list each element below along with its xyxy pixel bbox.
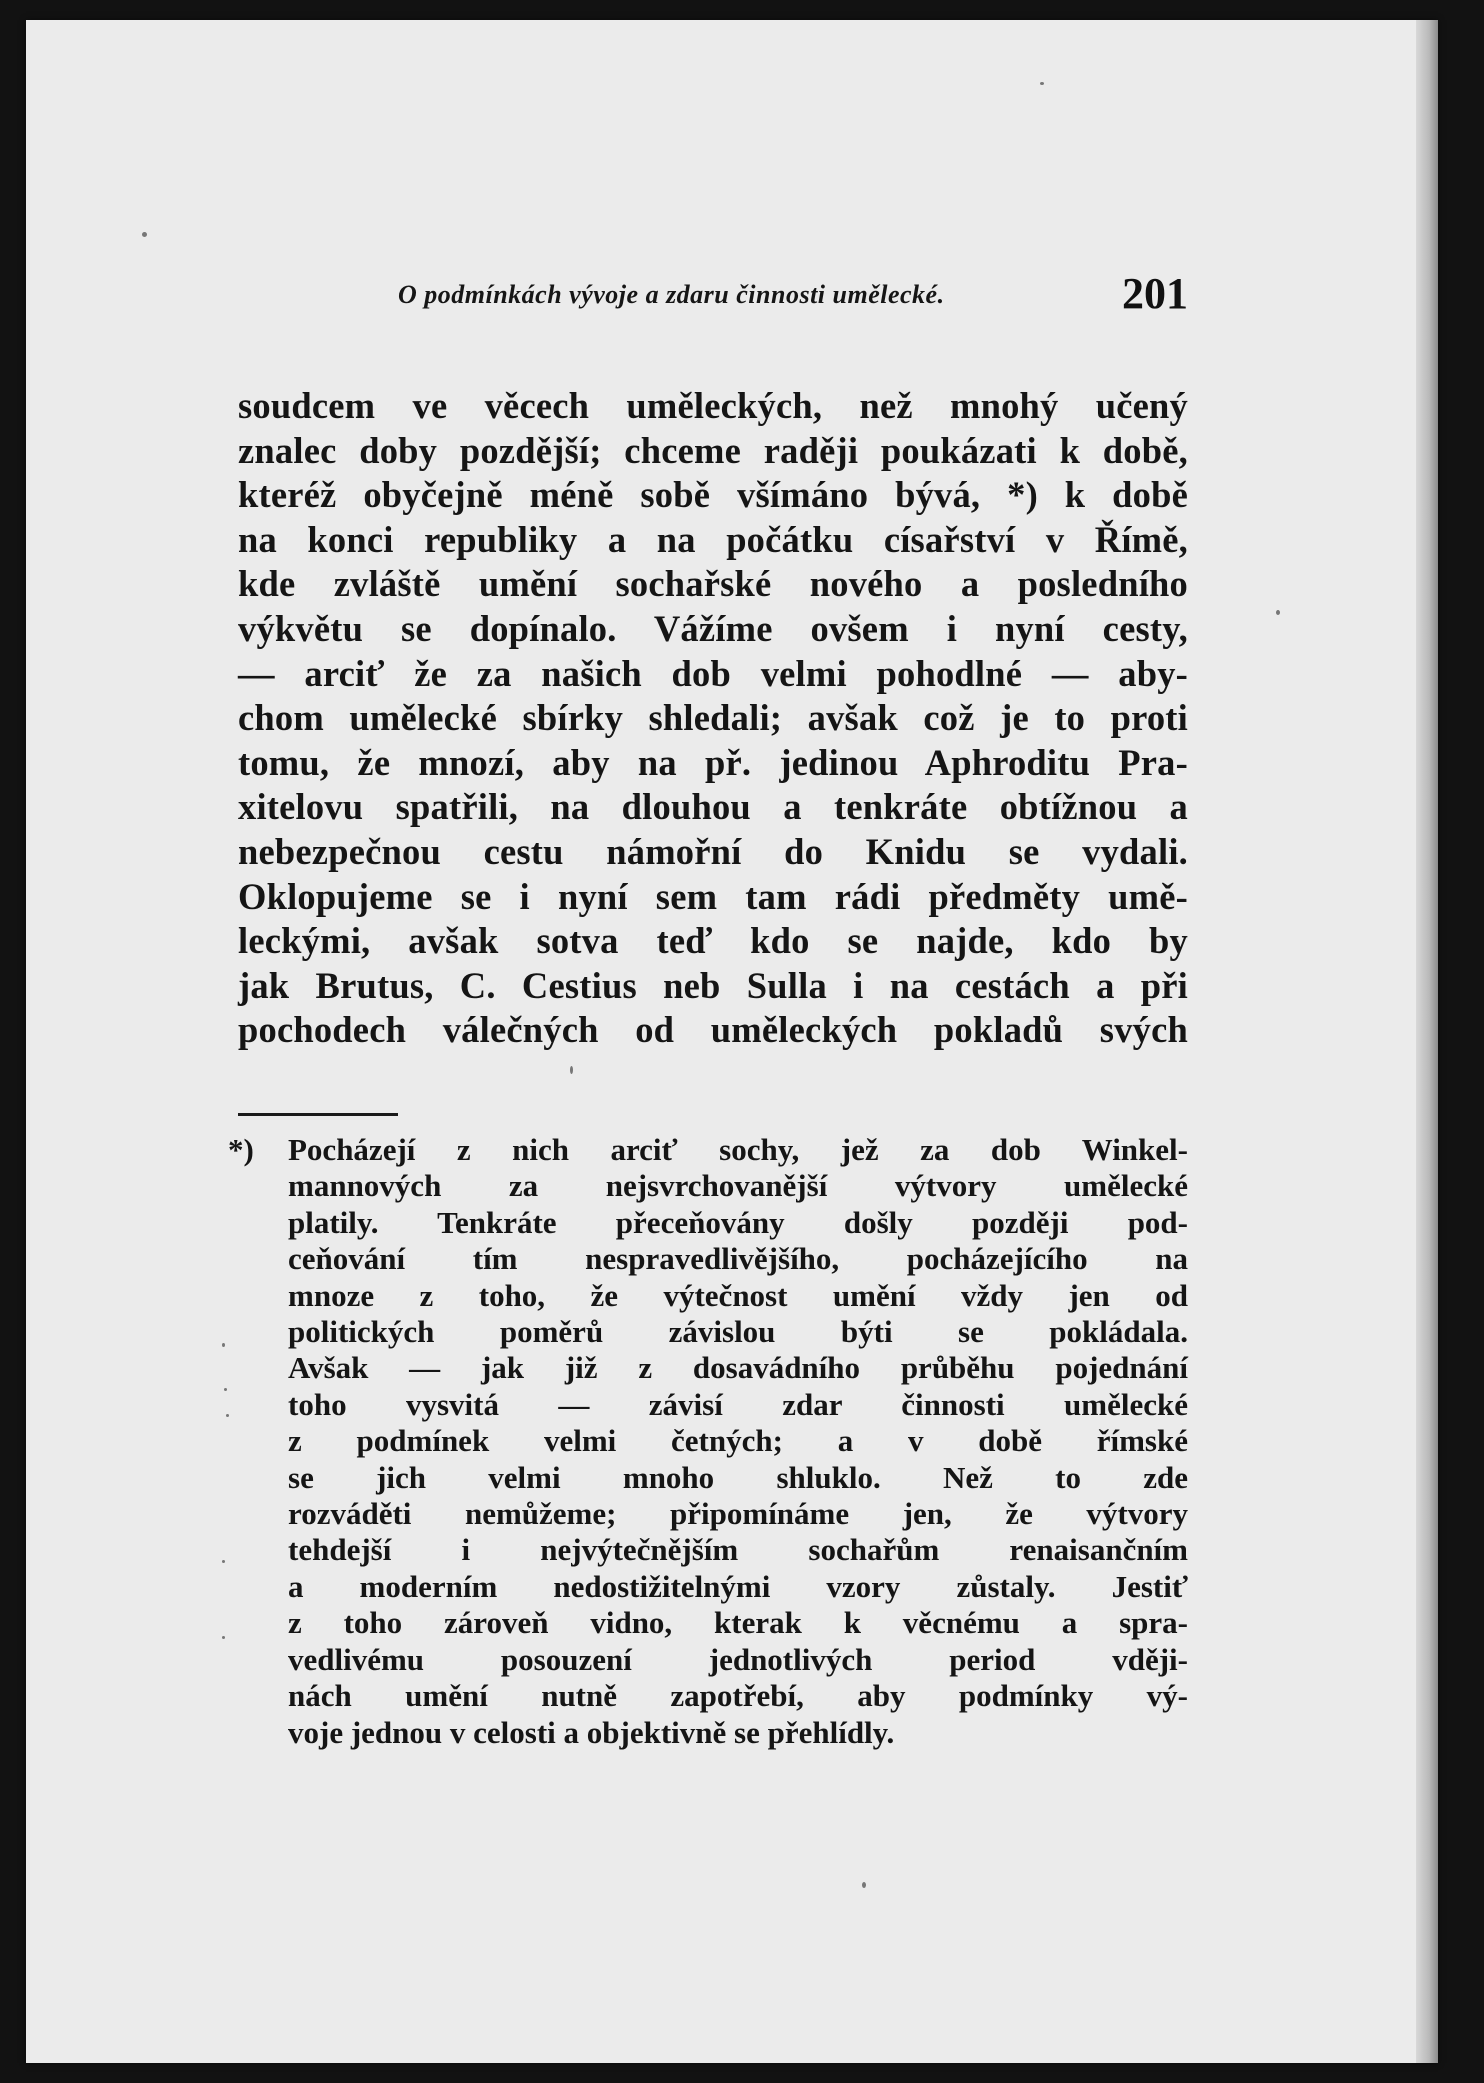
footnote-line: politických poměrů závislou býti se pokládala. — [288, 1314, 1188, 1350]
footnote-line: tehdejší i nejvýtečnějším sochařům renaisančním — [288, 1532, 1188, 1568]
running-head: O podmínkách vývoje a zdaru činnosti umělecké. — [398, 280, 945, 309]
body-line: Oklopujeme se i nyní sem tam rádi předměty umě- — [238, 875, 1188, 917]
body-line: znalec doby pozdější; chceme raději poukázati k době, — [238, 429, 1188, 471]
footnote-line: platily. Tenkráte přeceňovány došly později pod- — [288, 1204, 1188, 1240]
body-line: leckými, avšak sotva teď kdo se najde, kdo by — [238, 920, 1188, 962]
body-line: kde zvláště umění sochařské nového a posledního — [238, 563, 1188, 605]
footnote-line: toho vysvitá — závisí zdar činnosti umělecké — [288, 1386, 1188, 1422]
footnote-marker: *) — [228, 1132, 254, 1167]
body-line: pochodech válečných od uměleckých pokladů svých — [238, 1009, 1188, 1051]
footnote-line: vedlivému posouzení jednotlivých period vději- — [288, 1641, 1188, 1677]
body-line: nebezpečnou cestu námořní do Knidu se vydali. — [238, 830, 1188, 872]
footnote-line: z toho zároveň vidno, kterak k věcnému a spra- — [288, 1605, 1188, 1641]
page-header — [398, 269, 1188, 320]
scan-speck — [222, 1343, 225, 1347]
scan-speck — [570, 1066, 573, 1074]
body-line: kteréž obyčejně méně sobě všímáno bývá, *) k době — [238, 474, 1188, 516]
book-page — [26, 20, 1438, 2063]
footnote-line: nách umění nutně zapotřebí, aby podmínky vý- — [288, 1678, 1188, 1714]
body-line: výkvětu se dopínalo. Vážíme ovšem i nyní cesty, — [238, 607, 1188, 649]
footnote-line: mannových za nejsvrchovanější výtvory umělecké — [288, 1168, 1188, 1204]
body-line: chom umělecké sbírky shledali; avšak což je to proti — [238, 697, 1188, 739]
scan-speck — [226, 1414, 229, 1417]
footnote-line: Pocházejí z nich arciť sochy, jež za dob Winkel- — [288, 1132, 1188, 1167]
footnote — [228, 1132, 1188, 1751]
body-line: — arciť že za našich dob velmi pohodlné — aby- — [238, 652, 1188, 694]
body-line: jak Brutus, C. Cestius neb Sulla i na cestách a při — [238, 964, 1188, 1006]
footnote-line: se jich velmi mnoho shluklo. Než to zde — [288, 1459, 1188, 1495]
footnote-line: mnoze z toho, že výtečnost umění vždy jen od — [288, 1277, 1188, 1313]
footnote-line: ceňování tím nespravedlivějšího, pocházejícího na — [288, 1241, 1188, 1277]
footnote-line: rozváděti nemůžeme; připomínáme jen, že výtvory — [288, 1496, 1188, 1532]
footnote-rule — [238, 1113, 398, 1116]
scan-speck — [1276, 610, 1280, 615]
scan-speck — [862, 1882, 866, 1888]
footnote-line: Avšak — jak již z dosavádního průběhu pojednání — [288, 1350, 1188, 1386]
footnote-line: voje jednou v celosti a objektivně se přehlídly. — [288, 1714, 895, 1750]
page-number: 201 — [1122, 269, 1188, 318]
body-text — [238, 384, 1188, 1053]
footnote-line: z podmínek velmi četných; a v době římské — [288, 1423, 1188, 1459]
scan-speck — [222, 1636, 225, 1639]
body-line: soudcem ve věcech uměleckých, než mnohý učený — [238, 385, 1188, 426]
body-line: tomu, že mnozí, aby na př. jedinou Aphroditu Pra- — [238, 741, 1188, 783]
page-edge — [1416, 20, 1438, 2063]
scan-speck — [222, 1560, 225, 1563]
footnote-line: a moderním nedostižitelnými vzory zůstaly. Jestiť — [288, 1568, 1188, 1604]
body-line: na konci republiky a na počátku císařství v Římě, — [238, 518, 1188, 560]
scan-speck — [142, 232, 147, 237]
scan-speck — [224, 1388, 227, 1391]
body-line: xitelovu spatřili, na dlouhou a tenkráte obtížnou a — [238, 786, 1188, 828]
scan-speck — [1040, 82, 1044, 85]
